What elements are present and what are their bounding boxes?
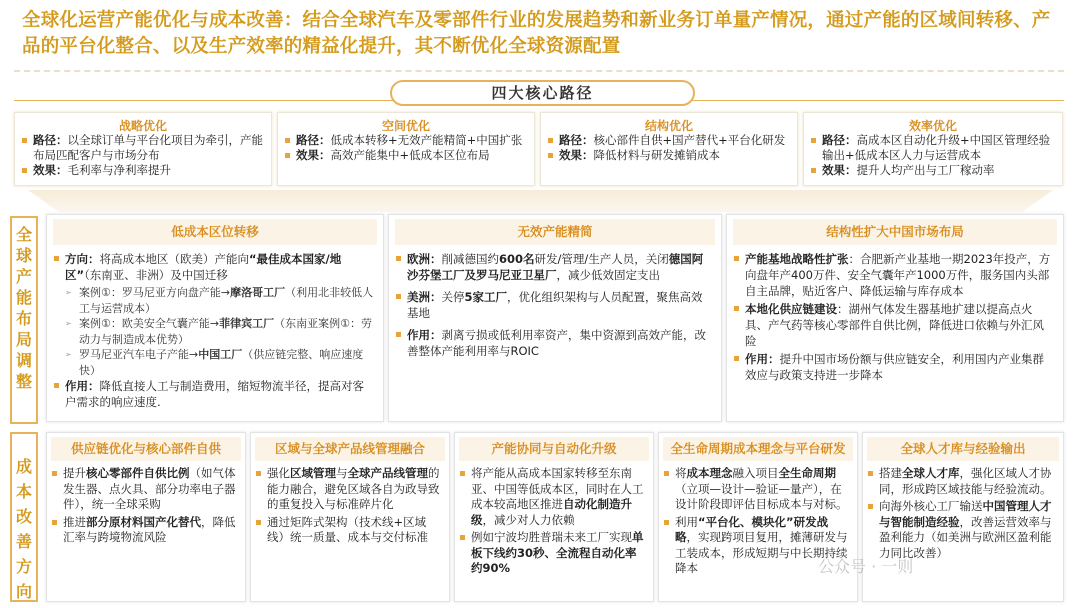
watermark: 公众号 · 一则 xyxy=(818,557,914,576)
route-text: 低成本转移+无效产能精简+中国扩张 xyxy=(330,133,523,147)
side-label-cost: 成本改善方向 xyxy=(10,432,38,602)
case-note: （利用北非较低人工与运营成本） xyxy=(79,286,374,315)
panel-body xyxy=(53,251,375,412)
point-text: 强化 xyxy=(267,466,290,480)
panel-title: 结构性扩大中国市场布局 xyxy=(733,219,1057,245)
card-point xyxy=(867,466,1057,497)
point-highlight: “平台化、模块化”研发战略 xyxy=(675,514,829,544)
path-title: 战略优化 xyxy=(118,119,167,133)
path-route xyxy=(278,133,534,148)
card-body xyxy=(255,466,443,548)
point-text: 通过矩阵式架构（技术线+区域线）统一质量、成本与交付标准 xyxy=(267,514,428,544)
effect-text: 提升中国市场份额与供应链安全，利用国内产业集群效应与政策支持进一步降本 xyxy=(745,352,1044,382)
effect-key: 效果： xyxy=(33,163,68,177)
path-route xyxy=(804,133,1062,163)
europe-item xyxy=(395,251,713,283)
point-highlight: 成本理念 xyxy=(686,466,733,480)
point-highlight: 核心零部件自供比例 xyxy=(86,466,190,480)
effect-item xyxy=(53,378,375,410)
point-highlight: 部分原材料国产化替代 xyxy=(86,514,201,529)
card-body xyxy=(51,466,239,548)
point-highlight: 自动化制造升级 xyxy=(471,497,632,527)
card-body xyxy=(867,466,1057,563)
card-point xyxy=(255,515,443,546)
card-supply-chain xyxy=(46,432,246,602)
card-title: 全球人才库与经验输出 xyxy=(867,437,1059,461)
point-text: 将 xyxy=(675,466,687,480)
effect-text: 高效产能集中+低成本区位布局 xyxy=(330,148,490,162)
point-text: ，改善运营效率与盈利能力（如美洲与欧洲区盈利能力同比改善） xyxy=(879,514,1052,560)
effect-text: 降低直接人工与制造费用，缩短物流半径，提高对客户需求的响应速度. xyxy=(65,379,364,409)
case-item xyxy=(53,316,375,347)
point-text: 融入项目 xyxy=(732,466,779,480)
case-item xyxy=(53,347,375,378)
panel-china-expansion xyxy=(726,214,1064,422)
europe-highlight: 德国阿沙芬堡工厂及罗马尼亚卫星厂 xyxy=(407,252,704,282)
card-point xyxy=(51,515,239,546)
panel-capacity-streamline xyxy=(388,214,722,422)
direction-text-tail: （东南亚、非洲）及中国迁移 xyxy=(84,268,228,282)
route-text: 核心部件自供+国产替代+平台化研发 xyxy=(593,133,786,147)
card-point xyxy=(663,466,851,513)
effect-item xyxy=(733,351,1055,383)
americas-text: ，优化组织架构与人员配置，聚焦高效基地 xyxy=(407,290,703,320)
panel-body xyxy=(395,251,713,361)
route-text: 以全球订单与平台化项目为牵引，产能布局匹配客户与市场分布 xyxy=(33,133,263,162)
case-highlight: 中国工厂 xyxy=(198,348,243,361)
item-key: 本地化供应链建设 xyxy=(745,302,837,316)
card-body xyxy=(459,466,647,579)
effect-key: 作用： xyxy=(65,379,100,393)
americas-text: 关停 xyxy=(441,290,465,304)
effect-text: 毛利率与净利率提升 xyxy=(67,163,171,177)
card-point xyxy=(867,499,1057,561)
item-text: ：湖州气体发生器基地扩建以提高点火具、产气药等核心零部件自供比例，降低进口依赖与外汇风险 xyxy=(745,302,1044,348)
americas-highlight: 5家工厂 xyxy=(464,290,508,304)
card-capacity-automation xyxy=(454,432,654,602)
effect-key: 效果： xyxy=(296,148,331,162)
effect-item xyxy=(395,327,713,359)
europe-text: ，减少低效固定支出 xyxy=(556,268,660,282)
case-note: （供应链完整、响应速度快） xyxy=(79,348,364,377)
direction-item xyxy=(53,251,375,283)
card-point xyxy=(255,466,443,513)
effect-key: 作用： xyxy=(745,352,780,366)
card-point xyxy=(459,530,647,577)
page-headline: 全球化运营产能优化与成本改善：结合全球汽车及零部件行业的发展趋势和新业务订单量产情况，通过产能的区域间转移、产品的平台化整合、以及生产效率的精益化提升，其不断优化全球资源配置 xyxy=(22,10,1051,57)
card-title: 产能协同与自动化升级 xyxy=(459,437,649,461)
item-key: 产能基地战略性扩张 xyxy=(745,252,849,266)
core-paths-title: 四大核心路径 xyxy=(390,80,695,106)
case-note: （东南亚案例①：劳动力与制造成本优势） xyxy=(79,317,372,346)
point-text: （如气体发生器、点火具、部分功率电子器件），统一全球采购 xyxy=(63,466,236,511)
point-text: （立项—设计—验证—量产），在设计阶段即评估目标成本与对标。 xyxy=(675,481,848,511)
point-text: ，实现跨项目复用，摊薄研发与工装成本，形成短期与中长期持续降本 xyxy=(675,530,848,575)
point-text: 将产能从高成本国家转移至东南亚、中国等低成本区，同时在人工成本较高地区推进 xyxy=(471,466,644,511)
panel-body xyxy=(733,251,1055,385)
case-highlight: 摩洛哥工厂 xyxy=(230,286,286,299)
path-card-structure xyxy=(540,112,798,186)
point-text: 利用 xyxy=(675,514,698,529)
base-expansion-item xyxy=(733,251,1055,299)
case-highlight: 菲律宾工厂 xyxy=(219,317,275,330)
point-text: 的能力融合，避免区域各自为政导致的重复投入与标准碎片化 xyxy=(267,466,440,511)
point-text: 提升 xyxy=(63,466,86,480)
point-highlight: 区域管理 xyxy=(290,466,336,480)
route-key: 路径： xyxy=(822,133,857,147)
panel-low-cost-transfer xyxy=(46,214,384,422)
path-effect xyxy=(278,148,534,163)
case-text: 案例①：罗马尼亚方向盘产能→ xyxy=(79,286,231,299)
effect-key: 作用： xyxy=(407,328,442,342)
card-title: 全生命周期成本理念与平台研发 xyxy=(663,437,853,461)
direction-text: 将高成本地区（欧美）产能向 xyxy=(99,252,249,266)
effect-text: 降低材料与研发摊销成本 xyxy=(593,148,720,162)
card-point xyxy=(51,466,239,513)
effect-key: 效果： xyxy=(559,148,594,162)
path-card-strategy xyxy=(14,112,272,186)
path-effect xyxy=(15,163,271,178)
divider xyxy=(14,70,1064,72)
card-regional-product-line xyxy=(250,432,450,602)
path-route xyxy=(541,133,797,148)
americas-item xyxy=(395,289,713,321)
route-key: 路径： xyxy=(559,133,594,147)
point-text: 与 xyxy=(336,466,348,480)
path-title: 空间优化 xyxy=(381,119,430,133)
point-highlight: 单板下线约30秒、全流程自动化率约90% xyxy=(471,530,644,575)
route-text: 高成本区自动化升级+中国区管理经验输出+低成本区人力与运营成本 xyxy=(822,133,1051,162)
europe-text: 削减德国约 xyxy=(441,252,499,266)
americas-key: 美洲： xyxy=(407,290,442,304)
effect-key: 效果： xyxy=(822,163,857,177)
path-card-efficiency xyxy=(803,112,1063,186)
case-item xyxy=(53,285,375,316)
direction-highlight: “最佳成本国家/地区” xyxy=(65,252,342,282)
europe-text: 研发/管理/生产人员，关闭 xyxy=(534,252,669,266)
europe-highlight: 600名 xyxy=(499,252,535,266)
panel-title: 低成本区位转移 xyxy=(53,219,377,245)
panel-title: 无效产能精简 xyxy=(395,219,715,245)
case-text: 案例①：欧美安全气囊产能→ xyxy=(79,317,220,330)
direction-key: 方向： xyxy=(65,252,100,266)
path-route xyxy=(15,133,271,163)
path-effect xyxy=(541,148,797,163)
item-text: ：合肥新产业基地一期2023年投产，方向盘年产400万件、安全气囊年产1000万件，服务国内头部自主品牌，贴近客户、降低运输与库存成本 xyxy=(745,252,1051,298)
card-title: 供应链优化与核心部件自供 xyxy=(51,437,241,461)
route-key: 路径： xyxy=(33,133,68,147)
point-highlight: 全球产品线管理 xyxy=(347,466,428,480)
point-text: 例如宁波均胜普瑞未来工厂实现 xyxy=(471,530,632,544)
path-title: 效率优化 xyxy=(908,119,957,133)
path-title: 结构优化 xyxy=(644,119,693,133)
route-key: 路径： xyxy=(296,133,331,147)
point-highlight: 中国管理人才与智能制造经验 xyxy=(879,499,1052,529)
point-text: ，强化区域人才协同，形成跨区域技能与经验流动。 xyxy=(879,466,1052,496)
local-supply-item xyxy=(733,301,1055,349)
point-text: ，减少对人力依赖 xyxy=(482,512,575,527)
side-label-layout: 全球产能布局调整 xyxy=(10,216,38,424)
card-point xyxy=(459,466,647,528)
point-text: ，降低汇率与跨境物流风险 xyxy=(63,514,236,544)
point-highlight: 全球人才库 xyxy=(902,466,960,480)
point-text: 搭建 xyxy=(879,466,902,480)
point-text: 推进 xyxy=(63,514,86,529)
path-card-space xyxy=(277,112,535,186)
effect-text: 剥离亏损或低利用率资产，集中资源到高效产能，改善整体产能利用率与ROIC xyxy=(407,328,706,358)
down-arrow-band xyxy=(28,190,1053,212)
point-text: 向海外核心工厂输送 xyxy=(879,499,983,513)
case-text: 罗马尼亚汽车电子产能→ xyxy=(79,348,199,361)
point-highlight: 全生命周期 xyxy=(778,466,836,480)
path-effect xyxy=(804,163,1062,178)
europe-key: 欧洲： xyxy=(407,252,442,266)
card-title: 区域与全球产品线管理融合 xyxy=(255,437,445,461)
effect-text: 提升人均产出与工厂稼动率 xyxy=(856,163,995,177)
